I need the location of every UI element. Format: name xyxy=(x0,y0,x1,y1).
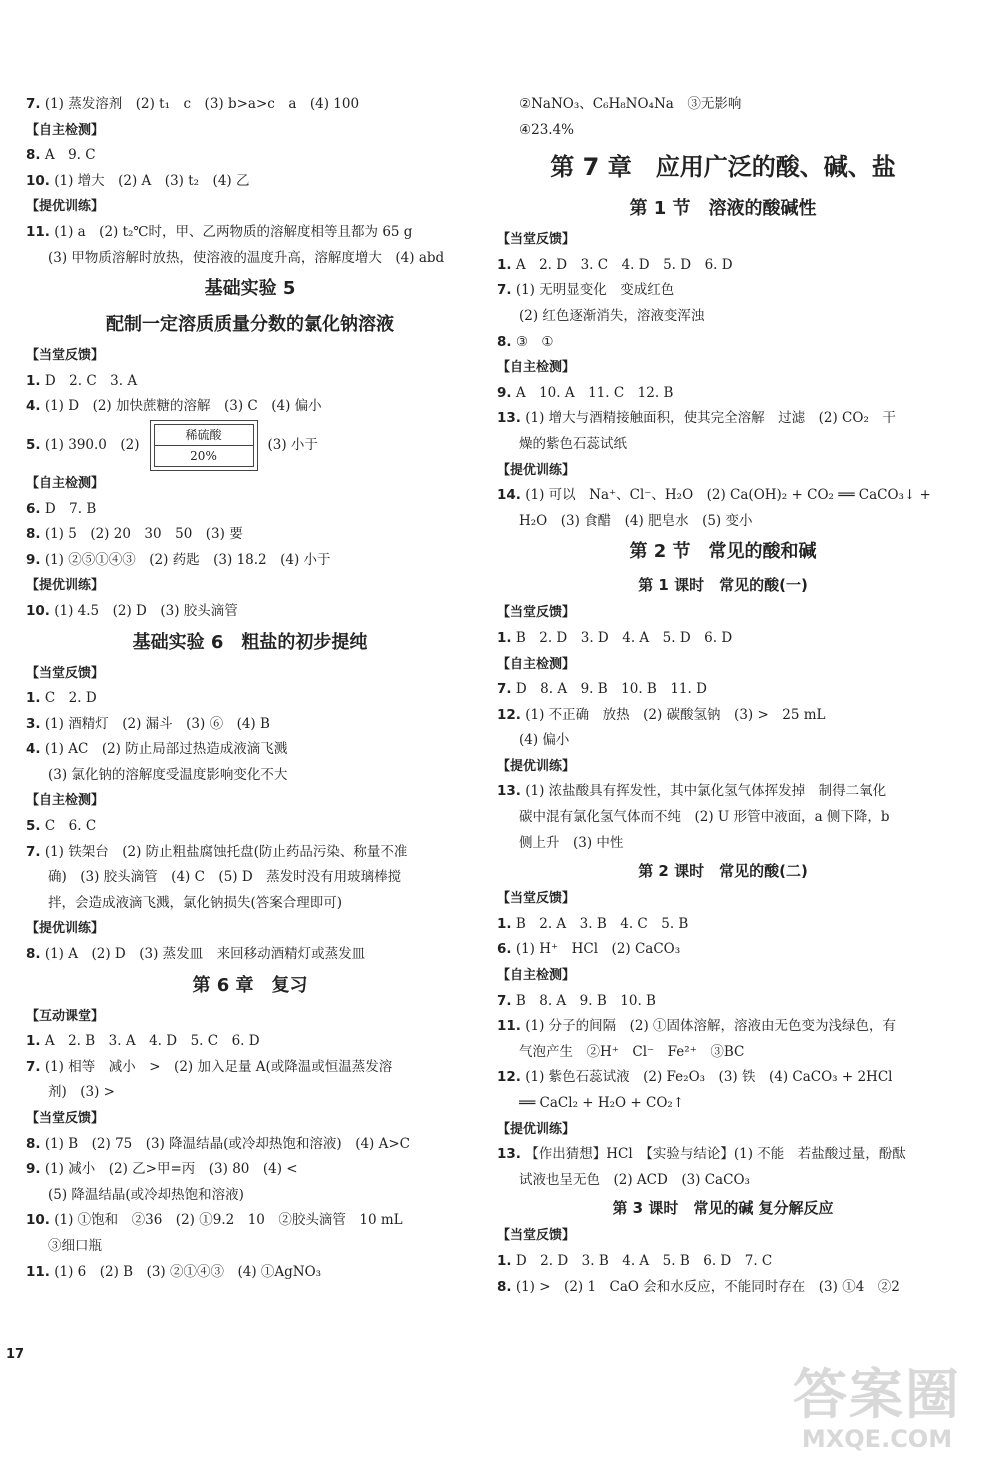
answer-line xyxy=(26,686,474,712)
question-number: 1. xyxy=(497,256,512,273)
question-number: 9. xyxy=(26,1161,41,1178)
answer-text: A 10. A 11. C 12. B xyxy=(515,384,674,401)
reagent-name: 稀硫酸 xyxy=(185,427,222,442)
answer-continuation: (4) 偏小 xyxy=(519,732,570,749)
answer-line xyxy=(26,220,474,246)
answer-text: D 2. C 3. A xyxy=(44,372,138,389)
page-number: 17 xyxy=(6,1347,25,1362)
right-column xyxy=(497,92,949,1300)
answer-line xyxy=(497,1275,949,1301)
question-number: 10. xyxy=(26,1212,50,1229)
answer-line xyxy=(497,253,949,279)
section-tag: 【提优训练】 xyxy=(497,1121,576,1137)
question-number: 1. xyxy=(26,372,41,389)
question-number: 8. xyxy=(497,333,512,350)
watermark-url: MXQE.COM xyxy=(801,1425,953,1453)
subsection-heading: 第 2 课时 常见的酸(二) xyxy=(638,862,808,881)
answer-line xyxy=(26,522,474,548)
answer-text: (1) 6 (2) B (3) ②①④③ (4) ①AgNO₃ xyxy=(54,1263,322,1280)
question-number: 8. xyxy=(26,526,41,543)
question-number: 7. xyxy=(26,843,41,860)
section-tag: 【提优训练】 xyxy=(497,462,576,478)
answer-line xyxy=(26,1132,474,1158)
answer-continuation: (3) 甲物质溶解时放热，使溶液的温度升高，溶解度增大 (4) abd xyxy=(48,249,445,266)
chapter-heading: 第 7 章 应用广泛的酸、碱、盐 xyxy=(550,153,896,182)
reagent-label-inner xyxy=(154,424,254,467)
answer-continuation: (2) 红色逐渐消失，溶液变浑浊 xyxy=(519,307,705,324)
answer-line xyxy=(497,989,949,1015)
answer-continuation: H₂O (3) 食醋 (4) 肥皂水 (5) 变小 xyxy=(519,512,753,529)
section-tag: 【提优训练】 xyxy=(26,199,105,215)
answer-continuation: 确) (3) 胶头滴管 (4) C (5) D 蒸发时没有用玻璃棒搅 xyxy=(48,869,402,886)
answer-text: D 8. A 9. B 10. B 11. D xyxy=(515,681,707,698)
answer-text: (1) B (2) 75 (3) 降温结晶(或冷却热饱和溶液) (4) A>C xyxy=(44,1135,411,1152)
section-heading: 第 1 节 溶液的酸碱性 xyxy=(629,198,817,220)
answer-line xyxy=(26,942,474,968)
answer-line xyxy=(497,1249,949,1275)
question-number: 7. xyxy=(26,1058,41,1075)
question-number: 7. xyxy=(497,282,512,299)
answer-text: B 2. A 3. B 4. C 5. B xyxy=(515,915,689,932)
answer-text: A 9. C xyxy=(44,147,96,164)
section-tag: 【当堂反馈】 xyxy=(497,605,576,621)
answer-text: (1) 增大与酒精接触面积，使其完全溶解 过滤 (2) CO₂ 干 xyxy=(525,410,896,427)
question-number: 1. xyxy=(26,1033,41,1050)
section-tag: 【自主检测】 xyxy=(26,122,105,138)
answer-text: D 7. B xyxy=(44,500,97,517)
answer-text: (1) 蒸发溶剂 (2) t₁ c (3) b>a>c a (4) 100 xyxy=(44,96,360,112)
answer-text: (1) H⁺ HCl (2) CaCO₃ xyxy=(515,941,681,958)
answer-text: (1) 390.0 (2) xyxy=(44,436,140,453)
left-column xyxy=(26,92,474,1285)
answer-line xyxy=(497,1142,949,1168)
question-number: 8. xyxy=(26,147,41,164)
question-number: 11. xyxy=(26,223,50,240)
section-tag: 【自主检测】 xyxy=(26,793,105,809)
reagent-concentration: 20% xyxy=(155,445,253,466)
question-number: 9. xyxy=(26,551,41,568)
question-number: 8. xyxy=(497,1278,512,1295)
answer-text: C 6. C xyxy=(44,818,97,835)
answer-text: (1) a (2) t₂℃时，甲、乙两物质的溶解度相等且都为 65 g xyxy=(54,223,413,240)
question-number: 7. xyxy=(497,681,512,698)
question-number: 1. xyxy=(26,690,41,707)
answer-text: (1) D (2) 加快蔗糖的溶解 (3) C (4) 偏小 xyxy=(44,398,322,415)
section-tag: 【自主检测】 xyxy=(497,968,576,984)
question-number: 12. xyxy=(497,706,521,723)
answer-text: (1) 浓盐酸具有挥发性，其中氯化氢气体挥发掉 制得二氧化 xyxy=(525,783,887,800)
answer-continuation: 剂) (3) > xyxy=(48,1084,115,1101)
answer-text: (1) 分子的间隔 (2) ①固体溶解，溶液由无色变为浅绿色，有 xyxy=(525,1018,897,1035)
answer-text: (1) 增大 (2) A (3) t₂ (4) 乙 xyxy=(54,172,250,189)
question-number: 10. xyxy=(26,172,50,189)
answer-line xyxy=(26,169,474,195)
answer-continuation: 气泡产生 ②H⁺ Cl⁻ Fe²⁺ ③BC xyxy=(519,1043,745,1060)
question-number: 13. xyxy=(497,1146,521,1163)
answer-text: C 2. D xyxy=(44,690,97,707)
answer-text: (1) 不正确 放热 (2) 碳酸氢钠 (3) > 25 mL xyxy=(525,706,826,723)
question-number: 6. xyxy=(497,941,512,958)
answer-continuation: 碳中混有氯化氢气体而不纯 (2) U 形管中液面，a 侧下降，b xyxy=(519,809,890,826)
answer-continuation: ④23.4% xyxy=(519,121,574,138)
answer-text: (1) AC (2) 防止局部过热造成液滴飞溅 xyxy=(44,741,288,758)
answer-text: (1) 相等 减小 > (2) 加入足量 A(或降温或恒温蒸发溶 xyxy=(44,1058,393,1075)
section-heading: 第 6 章 复习 xyxy=(192,974,308,996)
answer-continuation: 拌，会造成液滴飞溅，氯化钠损失(答案合理即可) xyxy=(48,894,343,911)
answer-line xyxy=(497,703,949,729)
answer-line xyxy=(497,677,949,703)
answer-text: A 2. B 3. A 4. D 5. C 6. D xyxy=(44,1033,260,1050)
section-tag: 【当堂反馈】 xyxy=(26,348,105,364)
section-heading: 基础实验 6 粗盐的初步提纯 xyxy=(132,631,368,653)
question-number: 1. xyxy=(497,629,512,646)
answer-continuation: ③细口瓶 xyxy=(48,1237,102,1254)
question-number: 10. xyxy=(26,602,50,619)
answer-line xyxy=(497,937,949,963)
question-number: 3. xyxy=(26,715,41,732)
answer-line xyxy=(26,1208,474,1234)
question-number: 1. xyxy=(497,915,512,932)
answer-line xyxy=(26,840,474,866)
answer-continuation: 燥的紫色石蕊试纸 xyxy=(519,435,627,452)
answer-continuation: 侧上升 (3) 中性 xyxy=(519,834,624,851)
answer-text: (3) 小于 xyxy=(267,436,318,453)
answer-text: (1) 紫色石蕊试液 (2) Fe₂O₃ (3) 铁 (4) CaCO₃ + 2HCl xyxy=(525,1069,893,1086)
section-tag: 【提优训练】 xyxy=(26,578,105,594)
answer-line xyxy=(26,1029,474,1055)
question-number: 4. xyxy=(26,398,41,415)
section-tag: 【当堂反馈】 xyxy=(497,232,576,248)
answer-line xyxy=(26,712,474,738)
answer-line xyxy=(497,406,949,432)
question-number: 5. xyxy=(26,818,41,835)
answer-line xyxy=(26,1260,474,1286)
question-number: 7. xyxy=(497,992,512,1009)
section-tag: 【当堂反馈】 xyxy=(497,891,576,907)
section-tag: 【当堂反馈】 xyxy=(26,665,105,681)
section-heading: 第 2 节 常见的酸和碱 xyxy=(629,541,817,563)
answer-text: (1) A (2) D (3) 蒸发皿 来回移动酒精灯或蒸发皿 xyxy=(44,946,366,963)
question-number: 7. xyxy=(26,96,41,112)
answer-text: (1) 5 (2) 20 30 50 (3) 要 xyxy=(44,526,243,543)
answer-line xyxy=(497,912,949,938)
answer-line xyxy=(26,369,474,395)
answer-line xyxy=(497,1065,949,1091)
answer-line xyxy=(26,737,474,763)
answer-text: ③ ① xyxy=(515,333,554,350)
answer-line xyxy=(497,779,949,805)
section-heading: 配制一定溶质质量分数的氯化钠溶液 xyxy=(106,314,394,336)
answer-text: (1) 4.5 (2) D (3) 胶头滴管 xyxy=(54,602,238,619)
section-tag: 【提优训练】 xyxy=(497,758,576,774)
answer-text: (1) 铁架台 (2) 防止粗盐腐蚀托盘(防止药品污染、称量不准 xyxy=(44,843,408,860)
answer-line xyxy=(26,1157,474,1183)
answer-text: 【作出猜想】HCl 【实验与结论】(1) 不能 若盐酸过量，酚酞 xyxy=(525,1146,906,1163)
answer-continuation: (5) 降温结晶(或冷却热饱和溶液) xyxy=(48,1186,244,1203)
section-tag: 【自主检测】 xyxy=(497,656,576,672)
question-number: 8. xyxy=(26,946,41,963)
answer-continuation: 试液也呈无色 (2) ACD (3) CaCO₃ xyxy=(519,1171,750,1188)
answer-line xyxy=(497,278,949,304)
answer-continuation: ②NaNO₃、C₆H₈NO₄Na ③无影响 xyxy=(519,96,742,112)
answer-continuation: ══ CaCl₂ + H₂O + CO₂↑ xyxy=(519,1095,685,1111)
section-tag: 【当堂反馈】 xyxy=(26,1111,105,1126)
answer-text: B 2. D 3. D 4. A 5. D 6. D xyxy=(515,629,733,646)
question-number: 14. xyxy=(497,487,521,504)
answer-line xyxy=(26,1055,474,1081)
question-number: 12. xyxy=(497,1069,521,1086)
question-number: 8. xyxy=(26,1135,41,1152)
answer-line xyxy=(26,599,474,625)
answer-text: (1) 酒精灯 (2) 漏斗 (3) ⑥ (4) B xyxy=(44,715,270,732)
answer-text: (1) 减小 (2) 乙>甲=丙 (3) 80 (4) < xyxy=(44,1161,298,1178)
answer-text: (1) > (2) 1 CaO 会和水反应，不能同时存在 (3) ①4 ②2 xyxy=(515,1278,900,1295)
answer-text: (1) ②⑤①④③ (2) 药匙 (3) 18.2 (4) 小于 xyxy=(44,551,331,568)
question-number: 13. xyxy=(497,783,521,800)
section-tag: 【自主检测】 xyxy=(26,475,105,491)
answer-text: A 2. D 3. C 4. D 5. D 6. D xyxy=(515,256,733,273)
question-number: 5. xyxy=(26,436,41,453)
answer-line-with-label xyxy=(26,420,474,471)
question-number: 4. xyxy=(26,741,41,758)
answer-text: (1) ①饱和 ②36 (2) ①9.2 10 ②胶头滴管 10 mL xyxy=(54,1212,403,1229)
watermark-logo xyxy=(772,1365,982,1461)
answer-line xyxy=(497,381,949,407)
answer-line xyxy=(497,483,949,509)
question-number: 6. xyxy=(26,500,41,517)
section-tag: 【互动课堂】 xyxy=(26,1008,105,1024)
answer-line xyxy=(26,394,474,420)
question-number: 11. xyxy=(497,1018,521,1035)
answer-line xyxy=(497,626,949,652)
answer-text: D 2. D 3. B 4. A 5. B 6. D 7. C xyxy=(515,1252,773,1269)
answer-line xyxy=(26,548,474,574)
section-heading: 基础实验 5 xyxy=(204,278,296,300)
answer-text: (1) 可以 Na⁺、Cl⁻、H₂O (2) Ca(OH)₂ + CO₂ ══ CaCO₃↓ + xyxy=(525,487,931,504)
answer-line xyxy=(26,814,474,840)
answer-line xyxy=(26,497,474,523)
question-number: 11. xyxy=(26,1263,50,1280)
question-number: 9. xyxy=(497,384,512,401)
answer-text: B 8. A 9. B 10. B xyxy=(515,992,656,1009)
watermark-text: 答案圈 xyxy=(793,1363,961,1426)
answer-line xyxy=(497,1014,949,1040)
answer-line xyxy=(26,92,474,118)
section-tag: 【提优训练】 xyxy=(26,921,105,937)
answer-line xyxy=(26,143,474,169)
answer-text: (1) 无明显变化 变成红色 xyxy=(515,282,675,299)
subsection-heading: 第 1 课时 常见的酸(一) xyxy=(638,576,808,595)
subsection-heading: 第 3 课时 常见的碱 复分解反应 xyxy=(612,1199,834,1218)
section-tag: 【自主检测】 xyxy=(497,360,576,376)
question-number: 13. xyxy=(497,410,521,427)
reagent-label xyxy=(150,420,258,471)
answer-continuation: (3) 氯化钠的溶解度受温度影响变化不大 xyxy=(48,766,288,783)
section-tag: 【当堂反馈】 xyxy=(497,1228,576,1244)
question-number: 1. xyxy=(497,1252,512,1269)
answer-line xyxy=(497,330,949,356)
